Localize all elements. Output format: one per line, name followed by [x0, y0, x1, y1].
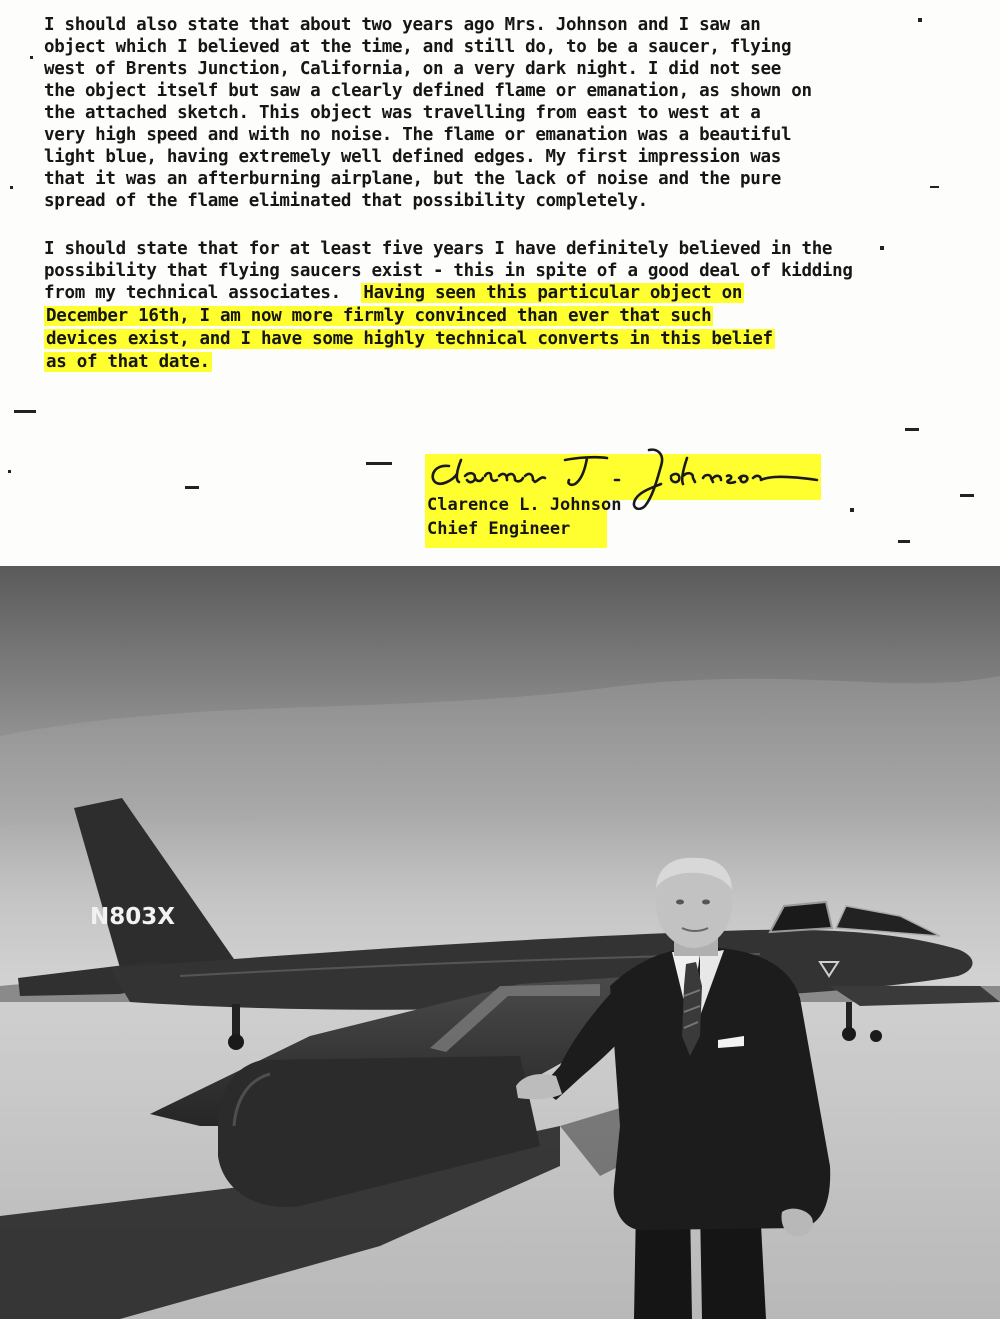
- memo-line: possibility that flying saucers exist - this in spite of a good deal of kidding: [44, 261, 853, 281]
- rear-wheel: [228, 1034, 244, 1050]
- memo-line: I should state that for at least five years I have definitely believed in the: [44, 239, 833, 259]
- photocopy-speck: [14, 410, 36, 413]
- nose-wheel: [842, 1027, 856, 1041]
- memo-text: from my technical associates.: [44, 283, 341, 303]
- memo-line: [44, 305, 713, 327]
- photocopy-speck: [918, 18, 922, 22]
- photocopy-speck: [366, 462, 392, 465]
- eye: [676, 900, 684, 905]
- tail-registration: N803X: [90, 904, 175, 930]
- eye: [702, 900, 710, 905]
- memo-line: light blue, having extremely well defined edges. My first impression was: [44, 147, 781, 167]
- memo-line: [44, 282, 744, 304]
- aircraft-photo: [0, 566, 1000, 1319]
- memo-line: [44, 328, 775, 350]
- photocopy-speck: [10, 186, 13, 189]
- photocopy-speck: [960, 494, 974, 497]
- photocopy-speck: [185, 486, 199, 489]
- signature-block: [425, 440, 825, 550]
- u2-aircraft-photo-illustration: [0, 566, 1000, 1319]
- highlighted-text: devices exist, and I have some highly technical converts in this belief: [46, 329, 773, 349]
- memo-line: spread of the flame eliminated that possibility completely.: [44, 191, 648, 211]
- photocopy-speck: [930, 186, 939, 188]
- highlighted-text: Having seen this particular object on: [363, 283, 743, 303]
- memo-line: I should also state that about two years ago Mrs. Johnson and I saw an: [44, 15, 761, 35]
- signatory-title: Chief Engineer: [427, 519, 571, 539]
- memo-line: [44, 351, 212, 373]
- signatory-name: Clarence L. Johnson: [427, 495, 622, 515]
- memo-line: object which I believed at the time, and still do, to be a saucer, flying: [44, 37, 792, 57]
- memo-line: the object itself but saw a clearly defined flame or emanation, as shown on: [44, 81, 812, 101]
- memo-line: the attached sketch. This object was travelling from east to west at a: [44, 103, 761, 123]
- memo-line: very high speed and with no noise. The flame or emanation was a beautiful: [44, 125, 792, 145]
- highlighted-text: December 16th, I am now more firmly convinced than ever that such: [46, 306, 712, 326]
- memo-line: west of Brents Junction, California, on a very dark night. I did not see: [44, 59, 781, 79]
- wheel: [870, 1030, 882, 1042]
- rear-landing-gear: [232, 1004, 240, 1038]
- photocopy-speck: [850, 508, 854, 512]
- memo-excerpt: [0, 0, 1000, 566]
- photocopy-speck: [898, 540, 910, 543]
- memo-line: that it was an afterburning airplane, but the lack of noise and the pure: [44, 169, 781, 189]
- highlighted-text: as of that date.: [46, 352, 210, 372]
- photocopy-speck: [905, 428, 919, 431]
- photocopy-speck: [30, 56, 33, 59]
- photocopy-speck: [880, 246, 884, 250]
- photocopy-speck: [8, 470, 11, 473]
